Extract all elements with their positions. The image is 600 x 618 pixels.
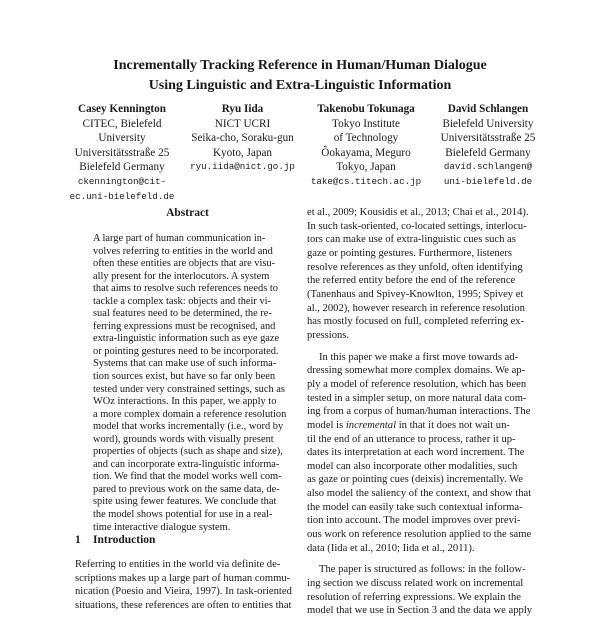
- abstract-body: [93, 233, 287, 534]
- text-line: model that works incrementally (i.e., word by: [93, 421, 284, 433]
- author-affiliation: Bielefeld Germany: [445, 146, 531, 159]
- text-line: that aims to resolve such references needs to: [93, 283, 278, 295]
- title-line: Incrementally Tracking Reference in Human/Human Dialogue: [113, 58, 487, 73]
- author-email: ckennington@cit-: [77, 175, 167, 187]
- text-line: tion. We find that the model works well com-: [93, 471, 282, 483]
- author-name: Takenobu Tokunaga: [317, 103, 415, 115]
- paragraph-gap: [307, 343, 533, 351]
- title-line: Using Linguistic and Extra-Linguistic Information: [148, 78, 452, 93]
- author-affiliation: of Technology: [333, 132, 399, 145]
- text-line: ous work on reference resolution applied to the same: [307, 529, 532, 541]
- author-email: david.schlangen@: [443, 161, 533, 173]
- text-line: often these entities are objects that are visu-: [93, 258, 276, 270]
- text-line: tackle a complex task: objects and their vi-: [93, 295, 272, 307]
- text-line: pressions.: [307, 329, 350, 341]
- paragraph-2: [307, 351, 533, 556]
- text-line: tested in a simpler setup, on more natural data com-: [307, 392, 527, 404]
- text-line: ing section we discuss related work on incremental: [307, 578, 524, 590]
- text-line: [307, 419, 533, 433]
- author-block: [0, 102, 600, 202]
- text-line: Referring to entities in the world via definite de-: [75, 559, 281, 570]
- text-line: tion into account. The model improves over previ-: [307, 515, 521, 527]
- text-line: (Tanenhaus and Spivey-Knowlton, 1995; Spivey et: [307, 288, 524, 300]
- text-line: ferring expressions must be recognised, and: [93, 320, 276, 332]
- text-line: or pointing gestures need to be incorporated.: [93, 345, 279, 357]
- text-line: model that we use in Section 3 and the data we apply: [307, 605, 533, 617]
- text-line: properties of objects (such as shape and size),: [93, 446, 283, 458]
- text-line: volves referring to entities in the world and: [93, 245, 273, 257]
- text-line: spite using fewer features. We conclude that: [93, 496, 277, 508]
- paragraph-2-start: [307, 351, 533, 419]
- text-run: in that it does not wait un-: [396, 419, 510, 431]
- text-line: Systems that can make use of such informa-: [93, 358, 277, 370]
- text-line: al., 2002), however research in reference resolution: [307, 302, 525, 314]
- right-column: [307, 206, 533, 618]
- author-name: David Schlangen: [447, 103, 529, 115]
- text-line: pared to previous work on the same data, de-: [93, 483, 280, 495]
- author-affiliation: Tokyo Institute: [332, 117, 400, 130]
- section-number: 1: [75, 534, 81, 546]
- text-line: til the end of an utterance to process, rather it up-: [307, 433, 516, 445]
- text-line: resolve references as they unfold, often identifying: [307, 261, 523, 273]
- author-affiliation: Universitätsstraße 25: [74, 146, 170, 159]
- author-email: ec.uni-bielefeld.de: [69, 190, 175, 202]
- author-name: Ryu Iida: [221, 103, 264, 115]
- author-3: [302, 102, 430, 190]
- author-affiliation: Kyoto, Japan: [212, 146, 273, 159]
- text-line: tion sources exist, but have so far only been: [93, 371, 276, 383]
- text-line: scriptions makes up a large part of human commu-: [75, 572, 291, 584]
- text-line: data (Iida et al., 2010; Iida et al., 2011).: [307, 542, 475, 554]
- section-heading-introduction: [75, 534, 155, 546]
- text-line: gaze or pointing gestures. Furthermore, listeners: [307, 247, 513, 259]
- text-line: In this paper we make a first move towards ad-: [319, 351, 519, 363]
- author-affiliation: Ôokayama, Meguro: [321, 146, 411, 159]
- author-affiliation: Tokyo, Japan: [336, 161, 396, 174]
- text-line: The paper is structured as follows: in the follow-: [319, 564, 526, 576]
- text-line: ally present for the interlocutors. A system: [93, 270, 270, 282]
- abstract-heading: Abstract: [166, 207, 209, 219]
- text-line: a more complex domain a reference resolution: [93, 408, 287, 420]
- text-line: ply a model of reference resolution, which has been: [307, 378, 527, 390]
- text-run: model is: [307, 419, 346, 431]
- author-affiliation: Universitätsstraße 25: [440, 132, 536, 145]
- section-title: Introduction: [93, 534, 156, 546]
- author-email: ryu.iida@nict.go.jp: [190, 161, 295, 173]
- author-affiliation: Seika-cho, Soraku-gun: [191, 132, 294, 145]
- text-line: the referred entity before the end of the reference: [307, 275, 516, 287]
- author-email: uni-bielefeld.de: [443, 175, 533, 187]
- author-affiliation: CITEC, Bielefeld University: [82, 117, 162, 145]
- text-line: also model the saliency of the context, and show that: [307, 488, 532, 500]
- paragraph-2-end: [307, 433, 533, 556]
- text-line: situations, these references are often to entities that: [75, 599, 292, 611]
- text-line: has mostly focused on full, completed referring ex-: [307, 316, 525, 328]
- text-line: extra-linguistic information such as eye gaze: [93, 333, 280, 345]
- text-line: as gaze or pointing cues (deixis) incrementally. We: [307, 474, 523, 486]
- text-line: resolution of referring expressions. We explain the: [307, 591, 522, 603]
- text-line: and can incorporate extra-linguistic informa-: [93, 458, 280, 470]
- author-affiliation: Bielefeld Germany: [79, 161, 165, 174]
- text-line: time interactive dialogue system.: [93, 521, 231, 533]
- introduction-body: [75, 558, 300, 612]
- emphasis-incremental: incremental: [345, 419, 397, 431]
- author-2: [180, 102, 305, 175]
- text-line: dressing somewhat more complex domains. We ap-: [307, 365, 526, 377]
- text-line: In such task-oriented, co-located settings, interlocu-: [307, 220, 527, 232]
- text-line: dates its interpretation at each word increment. The: [307, 447, 525, 459]
- author-1: [58, 102, 186, 204]
- paragraph-gap: [307, 555, 533, 563]
- text-line: word), grounds words with visually present: [93, 433, 274, 445]
- author-4: [426, 102, 550, 190]
- text-line: the model shows potential for use in a real-: [93, 509, 273, 521]
- author-name: Casey Kennington: [78, 103, 166, 115]
- text-line: tested under very constrained settings, such as: [93, 383, 285, 395]
- text-line: et al., 2009; Kousidis et al., 2013; Chai et al., 2014).: [307, 207, 529, 218]
- text-line: ing from a corpus of human/human interactions. The: [307, 406, 531, 418]
- text-line: nication (Poesio and Vieira, 1997). In task-oriented: [75, 586, 292, 598]
- author-email: take@cs.titech.ac.jp: [310, 175, 422, 187]
- paragraph-3: [307, 563, 533, 618]
- author-affiliation: NICT UCRI: [214, 117, 271, 130]
- text-line: tors can make use of extra-linguistic cues such as: [307, 234, 516, 246]
- text-line: model can also incorporate other modalities, such: [307, 460, 518, 472]
- paper-title: [60, 56, 540, 96]
- paragraph-1: [307, 206, 533, 343]
- text-line: sual features need to be determined, the re-: [93, 308, 272, 320]
- text-line: A large part of human communication in-: [93, 233, 266, 244]
- author-affiliation: Bielefeld University: [442, 117, 534, 130]
- text-line: the model can easily take such contextual informa-: [307, 501, 523, 513]
- text-line: WOz interactions. In this paper, we apply to: [93, 396, 277, 408]
